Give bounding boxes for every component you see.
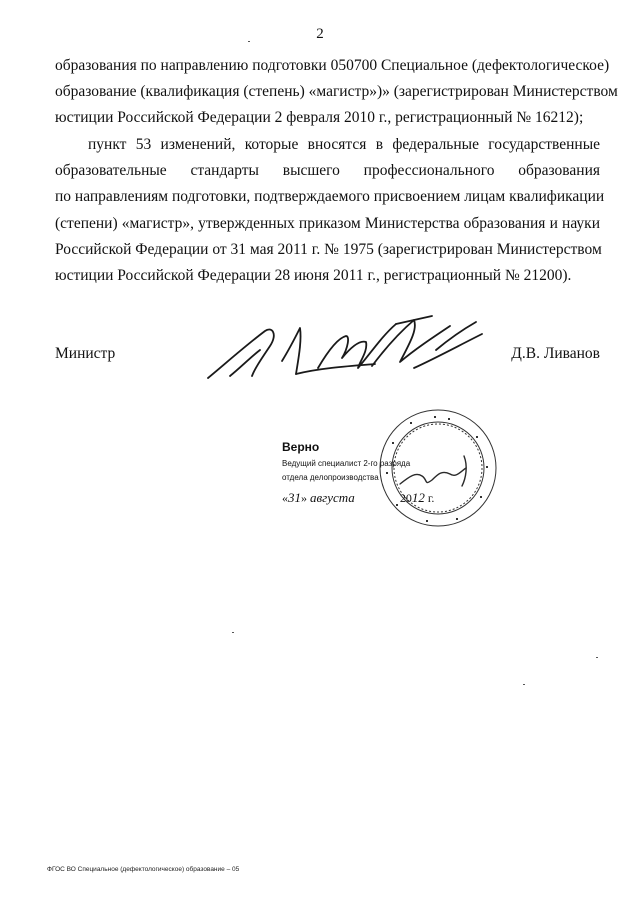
page-number: 2 — [316, 26, 324, 42]
scan-speck — [248, 41, 250, 42]
paragraph-line: (степени) «магистр», утвержденных приказом Министерства образования и науки — [55, 214, 600, 232]
minister-name: Д.В. Ливанов — [511, 345, 600, 362]
paragraph-line: юстиции Российской Федерации 28 июня 2011 г., регистрационный № 21200). — [55, 267, 572, 285]
paragraph-line: юстиции Российской Федерации 2 февраля 2010 г., регистрационный № 16212); — [55, 109, 584, 127]
paragraph-line: по направлениям подготовки, подтверждаемого присвоением лицам квалификации — [55, 188, 605, 206]
paragraph-line: пункт 53 изменений, которые вносятся в федеральные государственные — [88, 136, 600, 153]
date-year-prefix: 20 — [399, 491, 412, 505]
official-stamp — [376, 406, 501, 531]
document-footer: ФГОС ВО Специальное (дефектологическое) образование – 05 — [47, 866, 240, 873]
handwritten-signature — [200, 306, 490, 386]
date-month: августа — [310, 490, 355, 505]
paragraph-line: образования по направлению подготовки 050700 Специальное (дефектологическое) — [55, 57, 610, 74]
certification-heading: Верно — [282, 440, 320, 454]
certification-line: отдела делопроизводства — [282, 473, 379, 482]
scan-speck — [523, 684, 525, 685]
scan-speck — [232, 632, 234, 633]
paragraph-1 — [55, 53, 618, 132]
scan-speck — [596, 657, 598, 658]
paragraph-line: образовательные стандарты высшего профессионального образования — [55, 162, 600, 180]
date-year-suffix: 12 — [411, 490, 425, 505]
paragraph-line: образование (квалификация (степень) «магистр»)» (зарегистрирован Министерством — [55, 83, 618, 101]
certification-line: Ведущий специалист 2-го разряда — [282, 459, 411, 468]
date-year-suffix-label: г. — [427, 491, 435, 505]
paragraph-line: Российской Федерации от 31 мая 2011 г. № 1975 (зарегистрирован Министерством — [55, 240, 602, 258]
paragraph-2 — [55, 132, 605, 289]
date-quote-close: » — [301, 491, 307, 505]
date-day: 31 — [288, 490, 301, 505]
minister-title: Министр — [55, 345, 116, 362]
date-quote-open: « — [282, 491, 288, 505]
